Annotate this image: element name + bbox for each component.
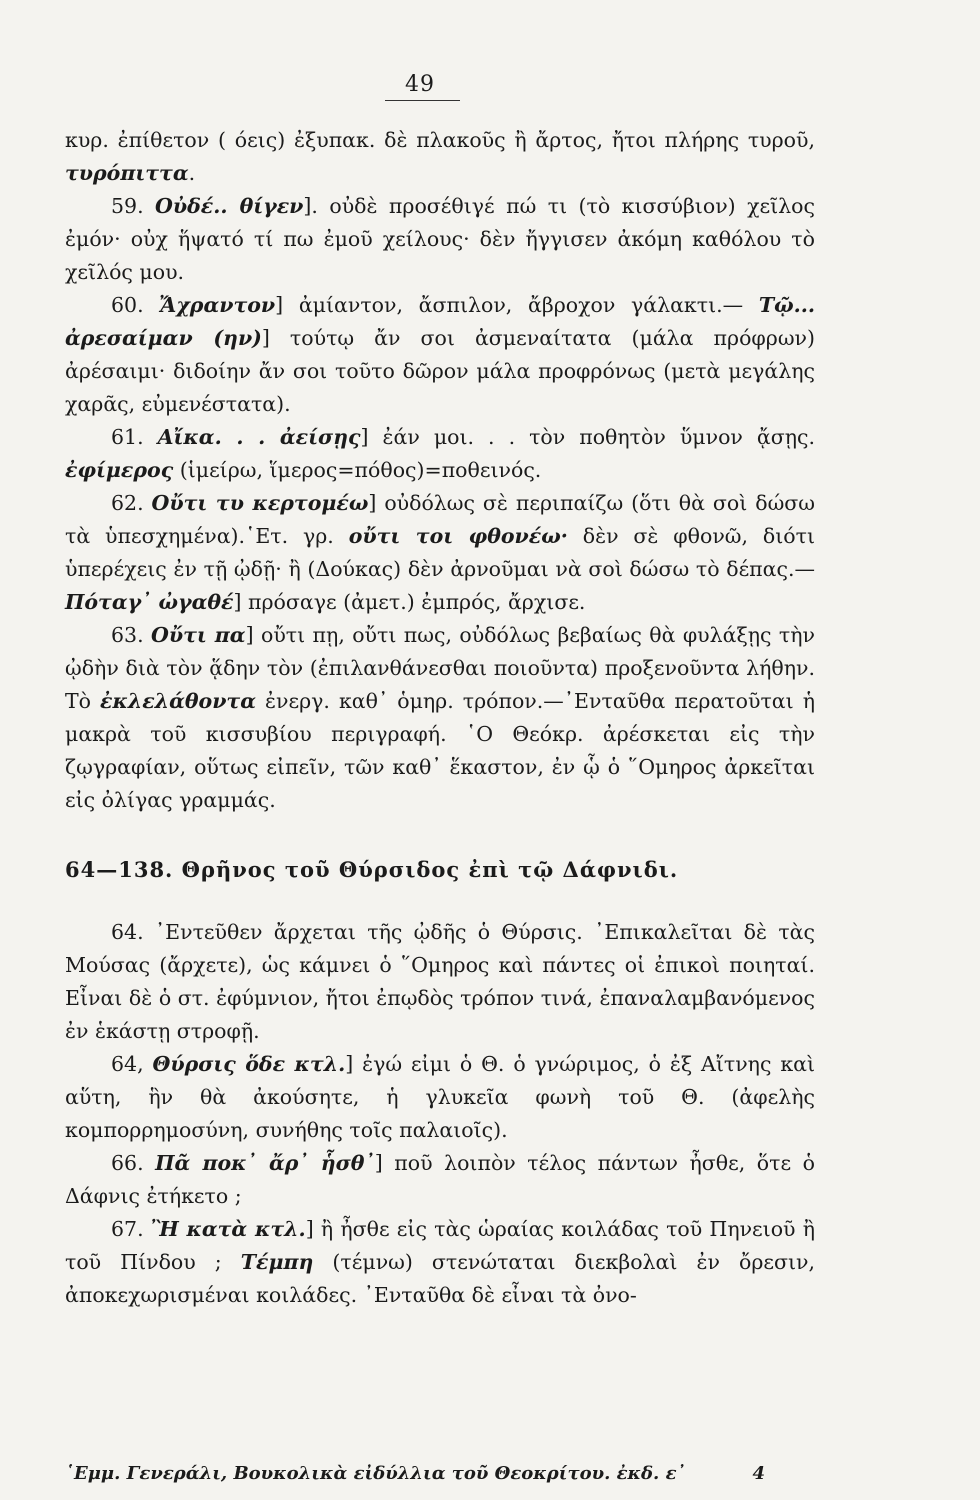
commentary-paragraph [65, 190, 815, 289]
commentary-section-2 [65, 916, 815, 1312]
page-number: 49 [405, 72, 435, 97]
lemma: ἐφίμερος [65, 458, 174, 482]
commentary-paragraph [65, 916, 815, 1048]
gloss-text: ἐνεργ. καθ᾿ ὁμηρ. τρόπον.—᾿Ενταῦθα περατοῦται ἡ μακρὰ τοῦ κισσυβίου περιγραφή. ῾Ο Θεόκρ. ἀρέσκεται εἰς τὴν ζῳγραφίαν, οὕτως εἰπεῖν, τῶν καθ᾿ ἕκαστον, ἐν ᾧ ὁ ῞Ομηρος ἀρκεῖται εἰς ὀλίγας γραμμάς. [65, 689, 815, 812]
gloss-text: . [188, 161, 196, 185]
lemma: Τέμπη [240, 1250, 314, 1274]
lemma: ἐκλελάθοντα [100, 689, 256, 713]
gloss-text: (τέμνω) στενώταται διεκβολαὶ ἐν ὄρεσιν, ἀποκεχωρισμέναι κοιλάδες. ᾿Ενταῦθα δὲ εἶναι τὰ ὀνο- [65, 1250, 815, 1307]
gloss-text: 62. [111, 491, 152, 515]
commentary-paragraph [65, 1213, 815, 1312]
commentary-paragraph [65, 421, 815, 487]
gloss-text: 63. [111, 623, 151, 647]
gloss-text: 66. [111, 1151, 156, 1175]
commentary-paragraph [65, 289, 815, 421]
gloss-text: 61. [111, 425, 158, 449]
lemma: Αἴκα. . . ἀείσῃς [157, 425, 361, 449]
gloss-text: 64, [111, 1052, 153, 1076]
page-footer [65, 1463, 765, 1484]
commentary-paragraph [65, 1147, 815, 1213]
lemma: Πόταγ᾿ ὠγαθέ [65, 590, 234, 614]
gloss-text: ] ἀμίαντον, ἄσπιλον, ἄβροχον γάλακτι.— [275, 293, 759, 317]
commentary-paragraph [65, 1048, 815, 1147]
gloss-text: 59. [111, 194, 156, 218]
commentary-paragraph [65, 124, 815, 190]
footer-citation: ῾Εμμ. Γενεράλι, Βουκολικὰ εἰδύλλια τοῦ Θεοκρίτου. ἐκδ. ε᾿ [65, 1463, 686, 1484]
gloss-text: ] ἢ ἦσθε εἰς τὰς ὡραίας κοιλάδας τοῦ Πηνειοῦ ἢ τοῦ Πίνδου ; [65, 1217, 816, 1274]
gloss-text: 67. [111, 1217, 151, 1241]
gloss-text: ] οὔτι πῃ, οὔτι πως, οὐδόλως βεβαίως θὰ φυλάξῃς τὴν ᾠδὴν διὰ τὸν ᾅδην τὸν (ἐπιλανθάνεσθαι ποιοῦντα) προξενοῦντα λήθην. Τὸ [65, 623, 815, 713]
signature-mark: 4 [752, 1463, 765, 1484]
lemma: τυρόπιττα [65, 161, 189, 185]
gloss-text: ]. οὐδὲ προσέθιγέ πώ τι (τὸ κισσύβιον) χεῖλος ἐμόν· οὐχ ἥψατό τί πω ἐμοῦ χείλους· δὲν ἤγγισεν ἀκόμη καθόλου τὸ χεῖλός μου. [65, 194, 815, 284]
gloss-text: ] τούτῳ ἄν σοι ἀσμεναίτατα (μάλα πρόφρων) ἀρέσαιμι· διδοίην ἄν σοι τοῦτο δῶρον μάλα προφρόνως (μετὰ μεγάλης χαρᾶς, εὐμενέστατα). [65, 326, 815, 416]
lemma: Οὔτι πα [151, 623, 246, 647]
lemma: Ἄχραντον [159, 293, 276, 317]
lemma: Πᾶ ποκ᾿ ἄρ᾿ ἧσθ᾿ [155, 1151, 375, 1175]
gloss-text: (ἱμείρω, ἵμερος=πόθος)=ποθεινός. [173, 458, 542, 482]
commentary-paragraph [65, 619, 815, 817]
page-number-rule [385, 100, 460, 101]
lemma: Τῷ... ἀρεσαίμαν (ην) [65, 293, 815, 350]
gloss-text: ] ἐάν μοι. . . τὸν ποθητὸν ὕμνον ᾄσῃς. [360, 425, 815, 449]
gloss-text: 60. [111, 293, 160, 317]
gloss-text: ] ἐγώ εἰμι ὁ Θ. ὁ γνώριμος, ὁ ἐξ Αἴτνης καὶ αὕτη, ἣν θὰ ἀκούσητε, ἡ γλυκεῖα φωνὴ τοῦ Θ. (ἀφελὴς κομπορρημοσύνη, συνήθης τοῖς παλαιοῖς). [65, 1052, 816, 1142]
gloss-text: δὲν σὲ φθονῶ, διότι ὑπερέχεις ἐν τῇ ᾠδῇ· ἢ (Δούκας) δὲν ἀρνοῦμαι νὰ σοὶ δώσω τὸ δέπας.— [65, 524, 815, 581]
gloss-text: ] ποῦ λοιπὸν τέλος πάντων ἦσθε, ὅτε ὁ Δάφνις ἐτήκετο ; [65, 1151, 815, 1208]
gloss-text: κυρ. ἐπίθετον ( όεις) ἐξυπακ. δὲ πλακοῦς ἢ ἄρτος, ἤτοι πλήρης τυροῦ, [65, 128, 815, 152]
commentary-section-1 [65, 124, 815, 817]
commentary-body [65, 124, 815, 1312]
lemma: οὔτι τοι φθονέω· [348, 524, 568, 548]
gloss-text: 64. ᾿Εντεῦθεν ἄρχεται τῆς ᾠδῆς ὁ Θύρσις. ᾿Επικαλεῖται δὲ τὰς Μούσας (ἄρχετε), ὡς κάμνει ὁ ῞Ομηρος καὶ πάντες οἱ ἐπικοὶ ποιηταί. Εἶναι δὲ ὁ στ. ἐφύμνιον, ἤτοι ἐπῳδὸς τρόπον τινά, ἐπαναλαμβανόμενος ἐν ἑκάστῃ στροφῇ. [65, 920, 815, 1043]
gloss-text: ] οὐδόλως σὲ περιπαίζω (ὅτι θὰ σοὶ δώσω τὰ ὑπεσχημένα).῾Ετ. γρ. [65, 491, 816, 548]
lemma: Οὐδέ.. θίγεν [155, 194, 304, 218]
gloss-text: ] πρόσαγε (ἀμετ.) ἐμπρός, ἄρχισε. [233, 590, 586, 614]
commentary-paragraph [65, 487, 815, 619]
lemma: Ἢ κατὰ κτλ. [150, 1217, 306, 1241]
lemma: Οὔτι τυ κερτομέω [151, 491, 369, 515]
lemma: Θύρσις ὅδε κτλ. [152, 1052, 346, 1076]
section-heading: 64—138. Θρῆνος τοῦ Θύρσιδος ἐπὶ τῷ Δάφνιδι. [65, 857, 679, 882]
